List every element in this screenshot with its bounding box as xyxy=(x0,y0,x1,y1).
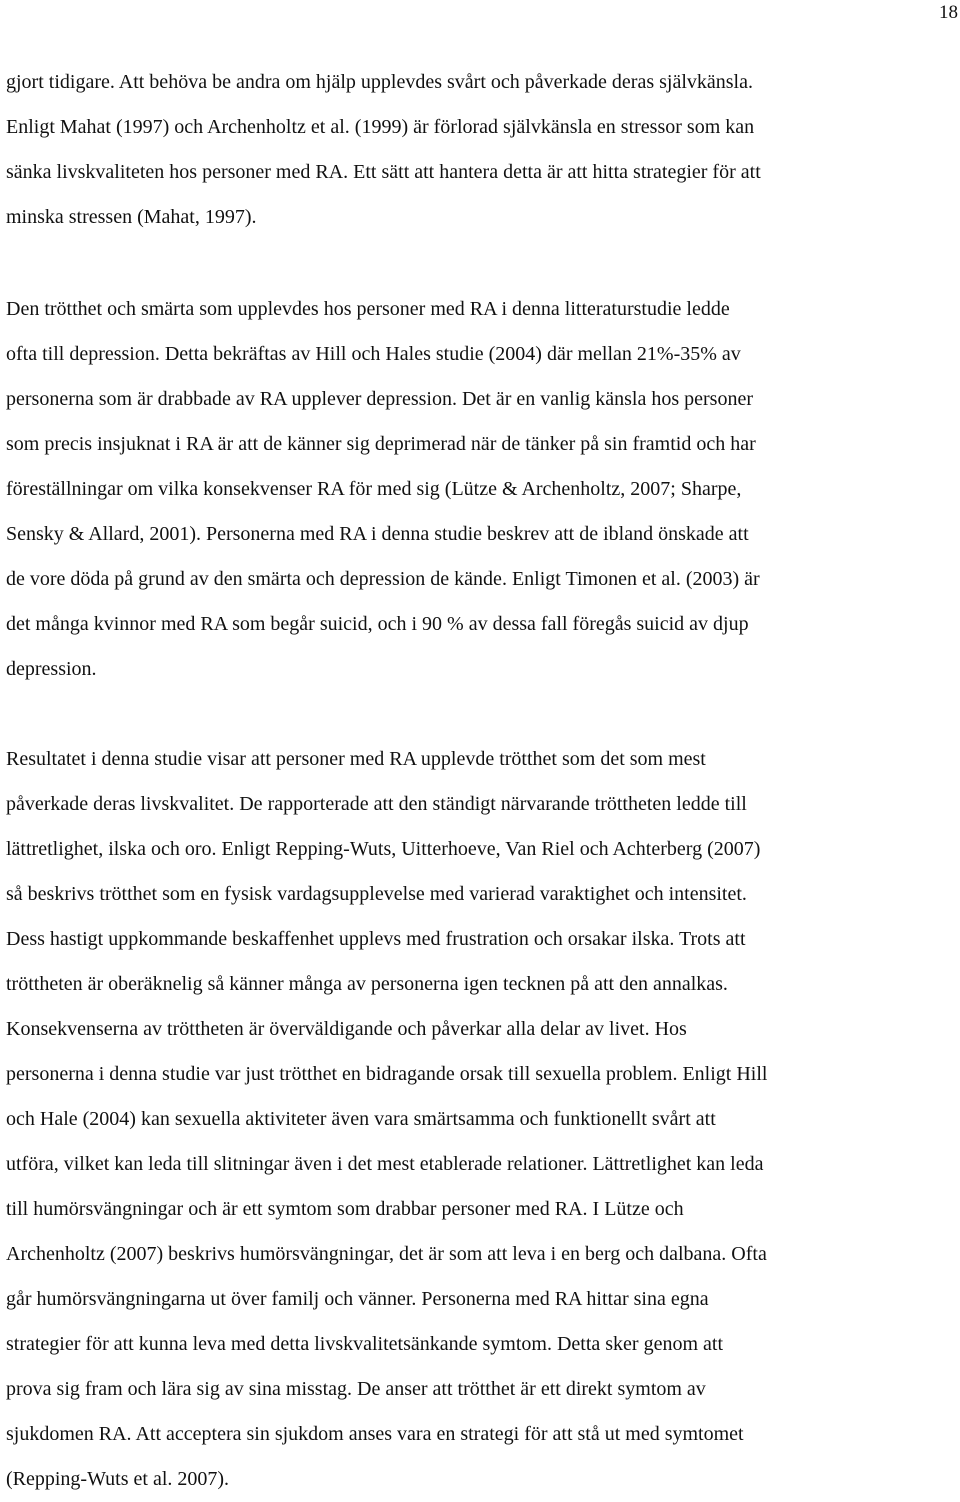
text-line: Dess hastigt uppkommande beskaffenhet upplevs med frustration och orsakar ilska. Trots att xyxy=(6,928,746,950)
text-line: sänka livskvaliteten hos personer med RA. Ett sätt att hantera detta är att hitta strategier för att xyxy=(6,161,761,183)
text-line: så beskrivs trötthet som en fysisk vardagsupplevelse med varierad varaktighet och intensitet. xyxy=(6,883,747,905)
text-line: prova sig fram och lära sig av sina misstag. De anser att trötthet är ett direkt symtom av xyxy=(6,1378,706,1400)
text-line: utföra, vilket kan leda till slitningar även i det mest etablerade relationer. Lättretlighet kan leda xyxy=(6,1153,764,1175)
text-line: Enligt Mahat (1997) och Archenholtz et al. (1999) är förlorad självkänsla en stressor som kan xyxy=(6,116,755,138)
text-line: och Hale (2004) kan sexuella aktiviteter även vara smärtsamma och funktionellt svårt att xyxy=(6,1108,716,1130)
text-line: ofta till depression. Detta bekräftas av Hill och Hales studie (2004) där mellan 21%-35% av xyxy=(6,343,741,365)
text-line: Archenholtz (2007) beskrivs humörsvängningar, det är som att leva i en berg och dalbana. Ofta xyxy=(6,1243,767,1265)
text-line: påverkade deras livskvalitet. De rapporterade att den ständigt närvarande tröttheten ledde till xyxy=(6,793,747,815)
text-line: depression. xyxy=(6,658,97,680)
text-line: lättretlighet, ilska och oro. Enligt Repping-Wuts, Uitterhoeve, Van Riel och Achterberg (2007) xyxy=(6,838,761,860)
text-line: gjort tidigare. Att behöva be andra om hjälp upplevdes svårt och påverkade deras självkänsla. xyxy=(6,71,753,93)
text-line: tröttheten är oberäknelig så känner många av personerna igen tecknen på att den annalkas. xyxy=(6,973,728,995)
text-line: (Repping-Wuts et al. 2007). xyxy=(6,1468,230,1490)
text-line: som precis insjuknat i RA är att de känner sig deprimerad när de tänker på sin framtid och har xyxy=(6,433,756,455)
text-line: Sensky & Allard, 2001). Personerna med RA i denna studie beskrev att de ibland önskade att xyxy=(6,523,749,545)
text-line: sjukdomen RA. Att acceptera sin sjukdom anses vara en strategi för att stå ut med symtomet xyxy=(6,1423,744,1445)
paragraph-fatigue-results xyxy=(6,737,767,1502)
text-line: de vore döda på grund av den smärta och depression de kände. Enligt Timonen et al. (2003) är xyxy=(6,568,760,590)
text-line: strategier för att kunna leva med detta livskvalitetsänkande symtom. Detta sker genom att xyxy=(6,1333,724,1355)
text-line: till humörsvängningar och är ett symtom som drabbar personer med RA. I Lütze och xyxy=(6,1198,684,1220)
text-line: det många kvinnor med RA som begår suicid, och i 90 % av dessa fall föregås suicid av djup xyxy=(6,613,749,635)
text-line: föreställningar om vilka konsekvenser RA för med sig (Lütze & Archenholtz, 2007; Sharpe, xyxy=(6,478,742,500)
text-line: går humörsvängningarna ut över familj och vänner. Personerna med RA hittar sina egna xyxy=(6,1288,709,1310)
text-line: personerna som är drabbade av RA upplever depression. Det är en vanlig känsla hos personer xyxy=(6,388,753,410)
page-number: 18 xyxy=(939,2,958,23)
text-line: Resultatet i denna studie visar att personer med RA upplevde trötthet som det som mest xyxy=(6,748,706,770)
text-line: minska stressen (Mahat, 1997). xyxy=(6,206,257,228)
text-line: personerna i denna studie var just trötthet en bidragande orsak till sexuella problem. Enligt Hill xyxy=(6,1063,768,1085)
paragraph-depression xyxy=(6,287,760,692)
paragraph-self-esteem xyxy=(6,60,761,240)
text-line: Den trötthet och smärta som upplevdes hos personer med RA i denna litteraturstudie ledde xyxy=(6,298,730,320)
text-line: Konsekvenserna av tröttheten är överväldigande och påverkar alla delar av livet. Hos xyxy=(6,1018,687,1040)
